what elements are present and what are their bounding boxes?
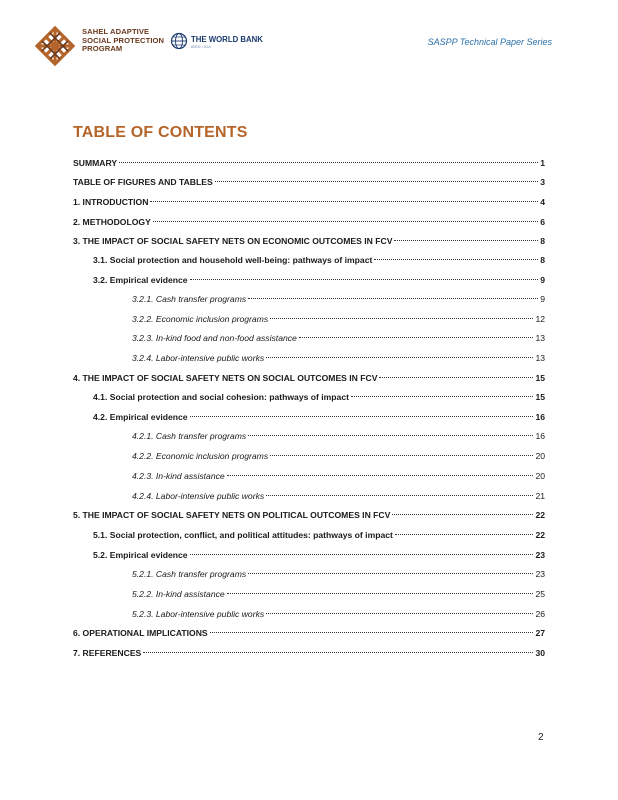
toc-entry[interactable]: [73, 626, 545, 640]
toc-entry-label: 5.2.2. In-kind assistance: [132, 589, 225, 599]
toc-entry[interactable]: [132, 351, 545, 365]
toc-entry-page: 23: [535, 569, 545, 579]
toc-dot-leader: [266, 357, 533, 358]
toc-entry-label: 1. INTRODUCTION: [73, 197, 149, 207]
toc-entry-label: 3.2.1. Cash transfer programs: [132, 294, 247, 304]
toc-entry[interactable]: [132, 469, 545, 483]
toc-dot-leader: [379, 377, 533, 378]
toc-entry-page: 3: [540, 177, 545, 187]
toc-entry-page: 30: [535, 648, 545, 658]
toc-entry[interactable]: [73, 508, 545, 522]
toc-dot-leader: [227, 593, 534, 594]
toc-entry-label: 5.2.3. Labor-intensive public works: [132, 609, 265, 619]
toc-entry[interactable]: [132, 567, 545, 581]
toc-dot-leader: [392, 514, 533, 515]
toc-entry[interactable]: [73, 195, 545, 209]
toc-dot-leader: [190, 279, 539, 280]
toc-entry-page: 16: [535, 431, 545, 441]
toc-entry-label: 4. THE IMPACT OF SOCIAL SAFETY NETS ON SOCIAL OUTCOMES IN FCV: [73, 373, 378, 383]
toc-entry-label: 4.2.1. Cash transfer programs: [132, 431, 247, 441]
toc-entry-label: 3.2. Empirical evidence: [93, 275, 188, 285]
toc-entry-page: 8: [540, 255, 545, 265]
toc-entry-page: 25: [535, 589, 545, 599]
toc-dot-leader: [119, 162, 538, 163]
toc-dot-leader: [150, 201, 538, 202]
logo-line: PROGRAM: [82, 44, 123, 54]
logo-line: SAHEL ADAPTIVE: [82, 27, 150, 36]
toc-dot-leader: [374, 259, 538, 260]
toc-entry-page: 15: [535, 373, 545, 383]
toc-entry-label: 3.2.3. In-kind food and non-food assistance: [132, 333, 297, 343]
saspp-program-name: [82, 28, 164, 54]
logo-line: SOCIAL PROTECTION: [82, 35, 165, 45]
world-bank-wordmark: [191, 35, 263, 49]
toc-entry[interactable]: [132, 587, 545, 601]
toc-entry-label: 3.1. Social protection and household well-being: pathways of impact: [93, 255, 373, 265]
series-title: SASPP Technical Paper Series: [427, 37, 552, 47]
toc-entry-page: 12: [535, 314, 545, 324]
toc-entry-page: 20: [535, 471, 545, 481]
toc-entry-label: 5.1. Social protection, conflict, and political attitudes: pathways of impact: [93, 530, 393, 540]
toc-dot-leader: [215, 181, 538, 182]
toc-entry-page: 16: [535, 412, 545, 422]
toc-entry[interactable]: [132, 292, 545, 306]
toc-dot-leader: [190, 416, 534, 417]
toc-entry-label: 5.2. Empirical evidence: [93, 550, 188, 560]
toc-entry[interactable]: [132, 429, 545, 443]
toc-entry-label: 2. METHODOLOGY: [73, 217, 151, 227]
toc-dot-leader: [351, 396, 533, 397]
toc-entry-label: 3.2.2. Economic inclusion programs: [132, 314, 269, 324]
toc-entry-page: 22: [535, 530, 545, 540]
toc-dot-leader: [266, 495, 533, 496]
toc-entry[interactable]: [93, 548, 545, 562]
toc-entry-label: 4.2.4. Labor-intensive public works: [132, 491, 265, 501]
toc-entry-label: 5.2.1. Cash transfer programs: [132, 569, 247, 579]
toc-entry[interactable]: [132, 449, 545, 463]
toc-entry-page: 1: [540, 158, 545, 168]
toc-entry-label: 4.2.2. Economic inclusion programs: [132, 451, 269, 461]
toc-dot-leader: [270, 318, 533, 319]
toc-entry-page: 21: [535, 491, 545, 501]
toc-dot-leader: [394, 240, 538, 241]
toc-dot-leader: [143, 652, 533, 653]
world-bank-globe-icon: [170, 32, 188, 50]
page-number: 2: [538, 732, 544, 743]
toc-dot-leader: [227, 475, 534, 476]
toc-dot-leader: [248, 298, 538, 299]
saspp-knot-logo-icon: [34, 25, 76, 67]
toc-entry[interactable]: [73, 646, 545, 660]
toc-entry-label: 4.2. Empirical evidence: [93, 412, 188, 422]
world-bank-name: THE WORLD BANK: [191, 35, 263, 44]
toc-dot-leader: [210, 632, 534, 633]
toc-entry-page: 27: [535, 628, 545, 638]
toc-dot-leader: [266, 613, 533, 614]
toc-entry[interactable]: [93, 390, 545, 404]
toc-entry-page: 15: [535, 392, 545, 402]
toc-entry-label: 7. REFERENCES: [73, 648, 142, 658]
toc-entry-page: 8: [540, 236, 545, 246]
toc-entry[interactable]: [93, 410, 545, 424]
toc-dot-leader: [190, 554, 534, 555]
toc-entry[interactable]: [132, 331, 545, 345]
toc-entry-label: 5. THE IMPACT OF SOCIAL SAFETY NETS ON POLITICAL OUTCOMES IN FCV: [73, 510, 391, 520]
toc-entry-label: 3. THE IMPACT OF SOCIAL SAFETY NETS ON ECONOMIC OUTCOMES IN FCV: [73, 236, 393, 246]
toc-entry-label: 4.1. Social protection and social cohesion: pathways of impact: [93, 392, 349, 402]
toc-dot-leader: [299, 337, 534, 338]
toc-entry-page: 22: [535, 510, 545, 520]
toc-entry[interactable]: [132, 489, 545, 503]
toc-entry[interactable]: [73, 371, 545, 385]
toc-entry-page: 9: [540, 275, 545, 285]
toc-dot-leader: [270, 455, 533, 456]
toc-entry[interactable]: [132, 312, 545, 326]
toc-entry-label: SUMMARY: [73, 158, 118, 168]
world-bank-subtitle: IBRD • IDA: [191, 44, 211, 49]
toc-entry-page: 23: [535, 550, 545, 560]
toc-entry[interactable]: [73, 175, 545, 189]
toc-entry-page: 6: [540, 217, 545, 227]
toc-entry-page: 20: [535, 451, 545, 461]
toc-entry[interactable]: [73, 234, 545, 248]
toc-dot-leader: [153, 221, 538, 222]
toc-entry-page: 9: [540, 294, 545, 304]
toc-entry-page: 13: [535, 333, 545, 343]
toc-dot-leader: [248, 573, 533, 574]
toc-entry[interactable]: [93, 528, 545, 542]
toc-entry[interactable]: [132, 607, 545, 621]
toc-dot-leader: [395, 534, 534, 535]
toc-entry[interactable]: [73, 156, 545, 170]
toc-entry[interactable]: [73, 215, 545, 229]
toc-entry-page: 13: [535, 353, 545, 363]
toc-dot-leader: [248, 435, 533, 436]
toc-entry-label: 6. OPERATIONAL IMPLICATIONS: [73, 628, 208, 638]
toc-entry[interactable]: [93, 253, 545, 267]
toc-entry-page: 26: [535, 609, 545, 619]
toc-entry-label: 3.2.4. Labor-intensive public works: [132, 353, 265, 363]
page-header: [0, 0, 618, 80]
toc-entry-label: 4.2.3. In-kind assistance: [132, 471, 225, 481]
toc-entry-label: TABLE OF FIGURES AND TABLES: [73, 177, 213, 187]
toc-entry-page: 4: [540, 197, 545, 207]
toc-heading: TABLE OF CONTENTS: [73, 124, 248, 141]
toc-entry[interactable]: [93, 273, 545, 287]
